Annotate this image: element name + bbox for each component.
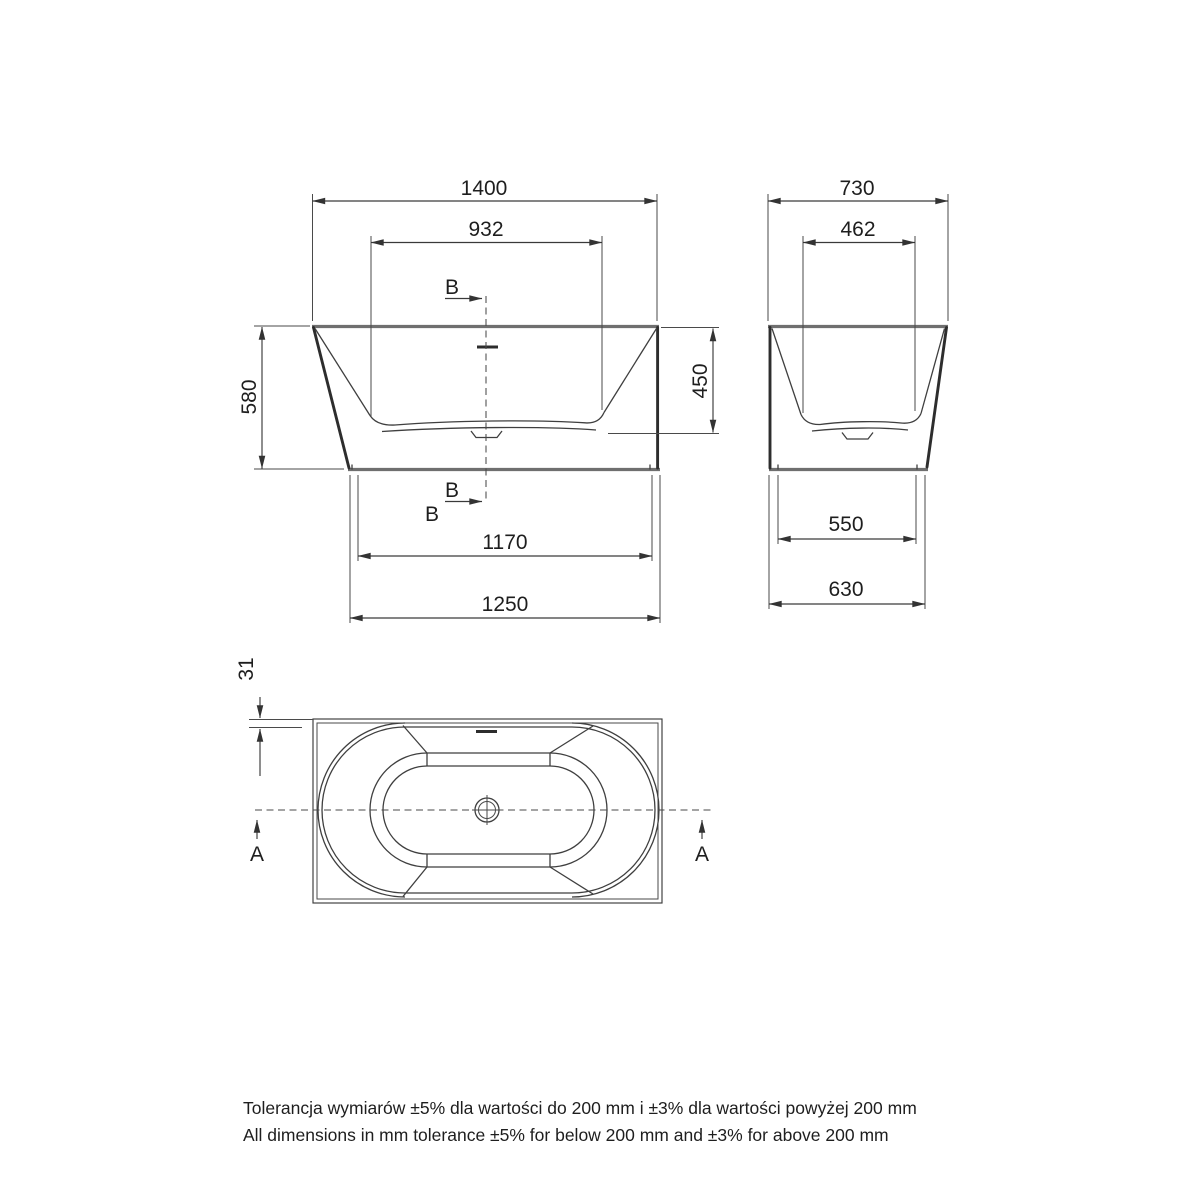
front-basin-floor-upper — [370, 413, 604, 426]
front-basin-floor-lower — [382, 427, 596, 431]
front-dim-base-inner-label: 1170 — [482, 531, 528, 554]
section-b-top-label: B — [444, 276, 460, 299]
side-drain-recess — [842, 433, 873, 440]
plan-tub-outline — [313, 719, 662, 903]
section-a-left-label: A — [249, 843, 265, 866]
tolerance-notes — [243, 1098, 917, 1145]
side-basin-floor-lower — [812, 428, 908, 431]
front-dim-height — [238, 326, 344, 469]
side-dim-base-overall-label: 630 — [828, 578, 864, 601]
front-dim-overall-width-label: 1400 — [460, 177, 508, 200]
side-dim-inner-width — [803, 218, 915, 413]
front-inner-right-wall — [604, 329, 657, 413]
tolerance-note-pl: Tolerancja wymiarów ±5% dla wartości do 200 mm i ±3% dla wartości powyżej 200 mm — [243, 1098, 917, 1118]
plan-section-marker-right — [695, 820, 709, 866]
side-inner-left-wall — [772, 329, 801, 415]
front-section-marker-bottom — [425, 479, 482, 526]
front-dim-inner-depth-label: 450 — [689, 363, 712, 399]
front-dim-base-overall-label: 1250 — [481, 593, 529, 616]
plan-fold-line-bl — [403, 867, 427, 897]
tolerance-note-en: All dimensions in mm tolerance ±5% for below 200 mm and ±3% for above 200 mm — [243, 1125, 889, 1145]
plan-fold-line-tr — [550, 726, 593, 753]
side-tub-outline — [768, 327, 948, 470]
plan-dim-rim-offset-label: 31 — [235, 657, 258, 681]
side-dim-base-overall — [769, 475, 925, 609]
front-view — [238, 177, 719, 623]
section-b-bottom-label-2: B — [424, 503, 440, 526]
front-dim-overall-width — [313, 177, 658, 321]
plan-fold-line-tl — [403, 726, 427, 754]
side-view — [768, 177, 948, 609]
side-right-wall — [927, 328, 947, 468]
front-dim-inner-width-label: 932 — [468, 218, 504, 241]
front-left-wall — [314, 328, 350, 469]
front-dim-inner-width — [371, 218, 602, 416]
side-basin-floor-upper — [801, 414, 921, 425]
plan-section-marker-left — [250, 820, 264, 866]
side-dim-inner-width-label: 462 — [840, 218, 876, 241]
side-dim-overall-width — [768, 177, 948, 321]
side-dim-base-inner — [778, 475, 916, 544]
plan-view — [235, 657, 712, 903]
front-dim-height-label: 580 — [238, 379, 261, 415]
front-dim-base-inner — [358, 475, 652, 561]
side-dim-overall-width-label: 730 — [839, 177, 875, 200]
front-section-marker-top — [445, 276, 482, 299]
section-a-right-label: A — [694, 843, 710, 866]
section-b-bottom-label: B — [444, 479, 460, 502]
plan-fold-line-br — [550, 867, 593, 894]
plan-dim-rim-offset — [235, 657, 313, 776]
side-dim-base-inner-label: 550 — [828, 513, 864, 536]
